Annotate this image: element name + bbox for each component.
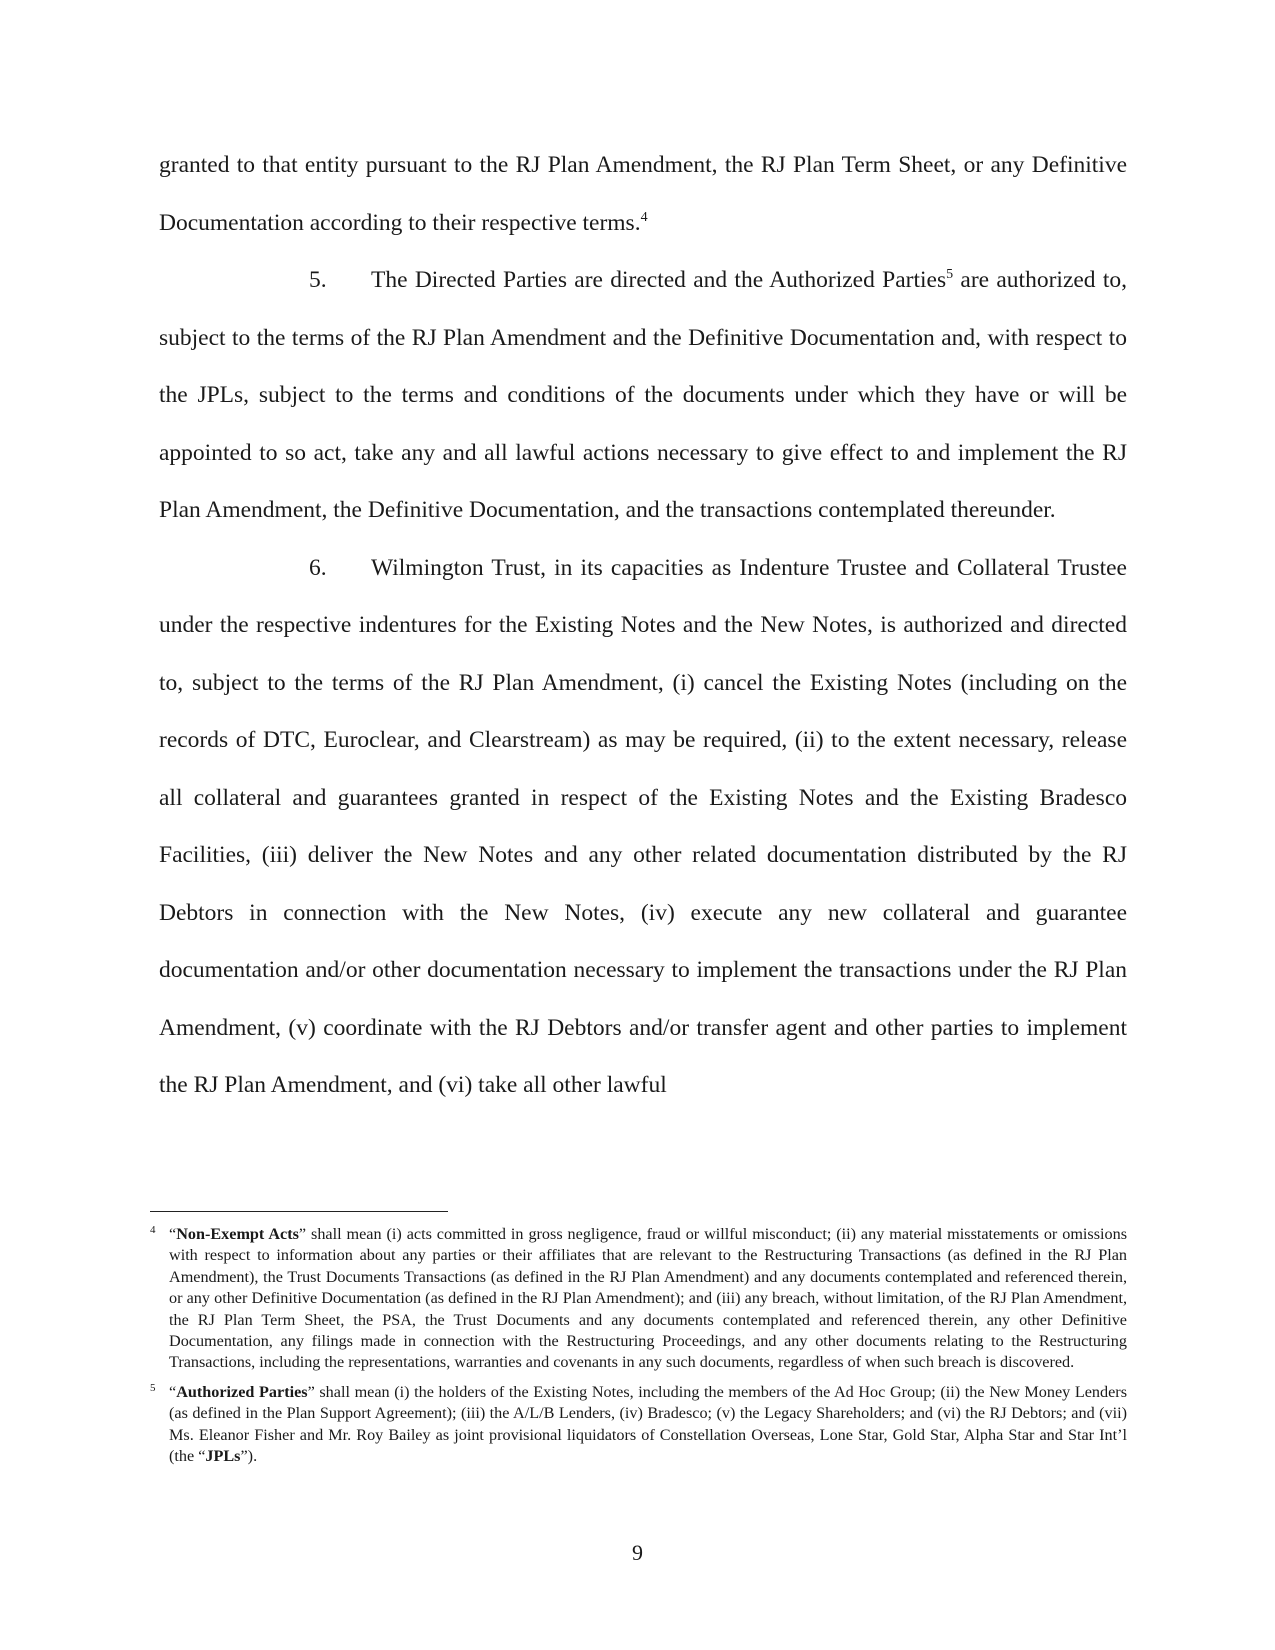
page-number: 9 bbox=[632, 1540, 643, 1565]
body-text bbox=[159, 137, 1127, 1115]
footnote-4-text: ” shall mean (i) acts committed in gross negligence, fraud or willful misconduct; (ii) any material misstatements or omissions with respect to information about any parties or their affiliates that are relevant to the Restructuring Transactions (as defined in the RJ Plan Amendment), the Trust Documents Transactions (as defined in the RJ Plan Amendment) and any documents contemplated and referenced therein, or any other Definitive Documentation (as defined in the RJ Plan Amendment); and (iii) any breach, without limitation, of the RJ Plan Amendment, the RJ Plan Term Sheet, the PSA, the Trust Documents and any documents contemplated and referenced therein, any other Definitive Documentation, any filings made in connection with the Restructuring Proceedings, and any other documents relating to the Restructuring Transactions, including the representations, warranties and covenants in any such documents, regardless of when such breach is discovered. bbox=[169, 1225, 1127, 1372]
footnote-4-mark: 4 bbox=[150, 1224, 156, 1236]
footnote-5-term: Authorized Parties bbox=[176, 1382, 308, 1401]
footnote-5 bbox=[150, 1382, 1127, 1468]
footnote-4-term: Non-Exempt Acts bbox=[176, 1225, 299, 1243]
footnote-5-mark: 5 bbox=[150, 1381, 156, 1394]
paragraph-5-number: 5. bbox=[309, 267, 327, 293]
footnote-5-term-jpls: JPLs bbox=[205, 1447, 241, 1466]
paragraph-6 bbox=[159, 540, 1127, 1115]
footnote-4-open-quote: “ bbox=[169, 1225, 177, 1243]
footnotes bbox=[150, 1224, 1127, 1475]
paragraph-5-text-a: The Directed Parties are directed and the Authorized Parties bbox=[371, 267, 947, 293]
footnote-5-open-quote: “ bbox=[169, 1382, 177, 1401]
footnote-ref-4: 4 bbox=[640, 209, 648, 225]
footnote-5-text: ” shall mean (i) the holders of the Existing Notes, including the members of the Ad Hoc Group; (ii) the New Money Lenders (as defined in the Plan Support Agreement); (iii) the A/L/B Lenders, (iv) Bradesco; (v) the Legacy Shareholders; and (vi) the RJ Debtors; and (vii) Ms. Eleanor Fisher and Mr. Roy Bailey as joint provisional liquidators of Constellation Overseas, Lone Star, Gold Star, Alpha Star and Star Int’l (the “ bbox=[169, 1382, 1127, 1466]
paragraph-continued bbox=[159, 137, 1127, 252]
footnote-separator bbox=[150, 1211, 448, 1212]
paragraph-5 bbox=[159, 252, 1127, 540]
paragraph-5-text-b: are authorized to, subject to the terms of the RJ Plan Amendment and the Definitive Documentation and, with respect to the JPLs, subject to the terms and conditions of the documents under which they have or will be appointed to so act, take any and all lawful actions necessary to give effect to and implement the RJ Plan Amendment, the Definitive Documentation, and the transactions contemplated thereunder. bbox=[159, 267, 1127, 523]
footnote-ref-5: 5 bbox=[946, 267, 954, 282]
paragraph-6-text: Wilmington Trust, in its capacities as Indenture Trustee and Collateral Trustee under the respective indentures for the Existing Notes and the New Notes, is authorized and directed to, subject to the terms of the RJ Plan Amendment, (i) cancel the Existing Notes (including on the records of DTC, Euroclear, and Clearstream) as may be required, (ii) to the extent necessary, release all collateral and guarantees granted in respect of the Existing Notes and the Existing Bradesco Facilities, (iii) deliver the New Notes and any other related documentation distributed by the RJ Debtors in connection with the New Notes, (iv) execute any new collateral and guarantee documentation and/or other documentation necessary to implement the transactions under the RJ Plan Amendment, (v) coordinate with the RJ Debtors and/or transfer agent and other parties to implement the RJ Plan Amendment, and (vi) take all other lawful bbox=[159, 554, 1127, 1098]
paragraph-continued-text: granted to that entity pursuant to the RJ Plan Amendment, the RJ Plan Term Sheet, or any Definitive Documentation according to their respective terms. bbox=[159, 152, 1127, 236]
paragraph-6-number: 6. bbox=[309, 554, 327, 581]
footnote-5-close: ”). bbox=[240, 1447, 258, 1466]
footnote-4 bbox=[150, 1224, 1127, 1374]
